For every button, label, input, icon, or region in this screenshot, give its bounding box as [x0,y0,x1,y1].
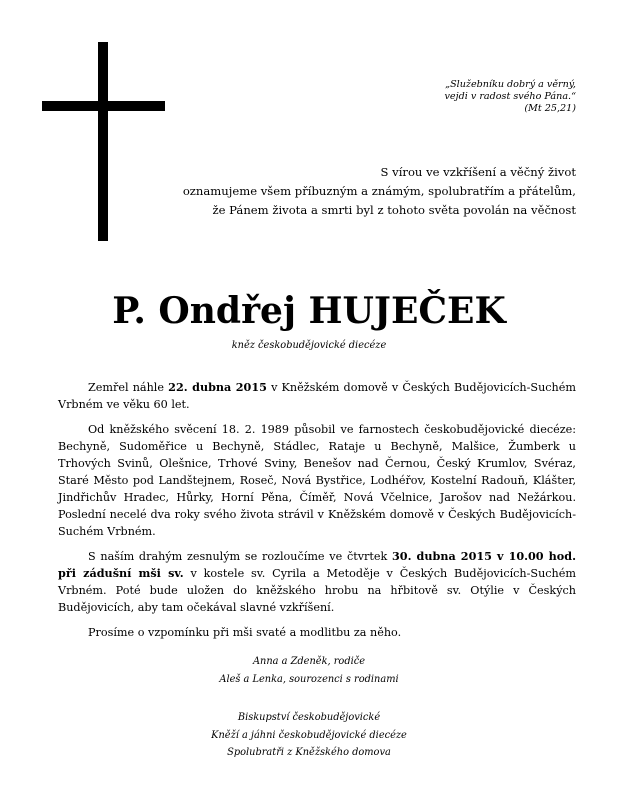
bible-quote [445,79,576,115]
signature-clergy: Kněží a jáhni českobudějovické diecéze [211,729,407,741]
deceased-title: kněz českobudějovické diecéze [231,340,387,351]
cross-vertical-bar [98,42,108,241]
announcement-line-3: že Pánem života a smrti byl z tohoto světa povolán na věčnost [212,203,576,217]
quote-line-2: vejdi v radost svého Pána.“ [444,91,576,102]
announcement-line-1: S vírou ve vzkříšení a věčný život [380,165,576,179]
paragraph-death-text-a: Zemřel náhle [88,381,169,394]
cross-horizontal-bar [42,101,165,111]
quote-reference: (Mt 25,21) [524,103,576,114]
signature-diocese: Biskupství českobudějovické [237,712,381,723]
paragraph-death [58,379,576,413]
announcement [183,163,576,220]
paragraph-funeral [58,548,576,616]
signature-siblings: Aleš a Lenka, sourozenci s rodinami [219,673,399,685]
obituary-body [58,379,576,649]
paragraph-funeral-text-a: S naším drahým zesnulým se rozloučíme ve čtvrtek [88,550,393,563]
announcement-line-2: oznamujeme všem příbuzným a známým, spolubratřím a přátelům, [182,184,576,198]
quote-line-1: „Služebníku dobrý a věrný, [445,79,576,90]
paragraph-funeral-text-b: v kostele sv. Cyrila a Metoděje v Českých Budějovicích-Suchém Vrbném. Poté bude uložen do kněžského hrobu na hřbitově sv. Otýlie v Českých Budějovicích, aby tam očekával slavné vzkříšení. [58,567,576,614]
paragraph-death-text-b: v Kněžském domově v Českých Budějovicích-Suchém Vrbném ve věku 60 let. [58,381,576,411]
signature-confreres: Spolubratři z Kněžského domova [227,747,391,758]
funeral-date-time: 30. dubna 2015 v 10.00 hod. při zádušní mši sv. [58,549,576,580]
paragraph-prayer: Prosíme o vzpomínku při mši svaté a modlitbu za něho. [88,626,402,639]
family-signatures [0,653,618,688]
signature-parents: Anna a Zdeněk, rodiče [252,656,366,667]
church-signatures [0,709,618,762]
death-date: 22. dubna 2015 [168,380,267,394]
deceased-name: P. Ondřej HUJEČEK [112,290,506,332]
paragraph-career: Od kněžského svěcení 18. 2. 1989 působil ve farnostech českobudějovické diecéze: Bechyně, Sudoměřice u Bechyně, Stádlec, Rataje u Bechyně, Malšice, Žumberk u Trhových Svinů, Olešnice, Trhové Sviny, Benešov nad Černou, Český Krumlov, Svéraz, Staré Město pod Landštejnem, Roseč, Nová Bystřice, Lodhéřov, Kostelní Radouň, Klášter, Jindřichův Hradec, Hůrky, Horní Pěna, Číměř, Nová Včelnice, Jarošov nad Nežárkou. Poslední necelé dva roky svého života strávil v Kněžském domově v Českých Budějovicích-Suchém Vrbném. [58,423,576,538]
